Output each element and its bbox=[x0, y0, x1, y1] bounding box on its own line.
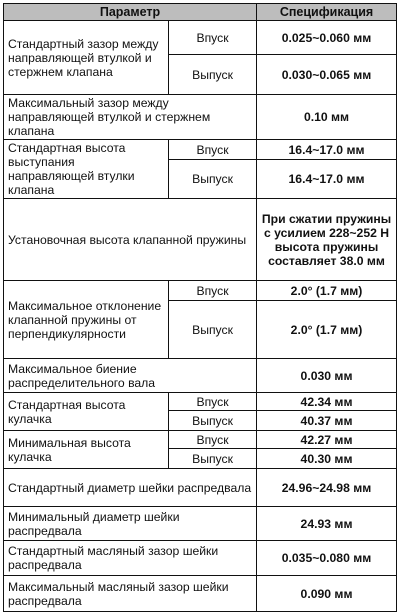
mode-cell: Выпуск bbox=[169, 55, 257, 95]
param-cell: Стандартный диаметр шейки распредвала bbox=[4, 469, 257, 507]
value-cell: 0.030~0.065 мм bbox=[257, 55, 397, 95]
value-cell: 24.96~24.98 мм bbox=[257, 469, 397, 507]
table-row bbox=[4, 21, 397, 55]
param-cell: Установочная высота клапанной пружины bbox=[4, 199, 257, 281]
table-row bbox=[4, 576, 397, 612]
value-cell: При сжатии пружины с усилием 228~252 Н высота пружины составляет 38.0 мм bbox=[257, 199, 397, 281]
value-cell: 42.27 мм bbox=[257, 431, 397, 449]
param-cell: Стандартный масляный зазор шейки распредвала bbox=[4, 541, 257, 576]
mode-cell: Впуск bbox=[169, 140, 257, 160]
mode-cell: Выпуск bbox=[169, 411, 257, 431]
param-cell: Максимальный масляный зазор шейки распредвала bbox=[4, 576, 257, 612]
mode-cell: Впуск bbox=[169, 393, 257, 411]
mode-cell: Выпуск bbox=[169, 449, 257, 469]
mode-cell: Впуск bbox=[169, 431, 257, 449]
param-cell: Стандартная высота кулачка bbox=[4, 393, 169, 431]
table-row bbox=[4, 507, 397, 541]
value-cell: 0.090 мм bbox=[257, 576, 397, 612]
mode-cell: Выпуск bbox=[169, 301, 257, 359]
header-param: Параметр bbox=[4, 4, 257, 21]
value-cell: 0.030 мм bbox=[257, 359, 397, 393]
param-cell: Максимальное отклонение клапанной пружины от перпендикулярности bbox=[4, 281, 169, 359]
mode-cell: Впуск bbox=[169, 281, 257, 301]
value-cell: 2.0° (1.7 мм) bbox=[257, 281, 397, 301]
value-cell: 42.34 мм bbox=[257, 393, 397, 411]
value-cell: 16.4~17.0 мм bbox=[257, 160, 397, 199]
param-cell: Минимальная высота кулачка bbox=[4, 431, 169, 469]
table-header-row bbox=[4, 4, 397, 21]
table-row bbox=[4, 281, 397, 301]
param-cell: Минимальный диаметр шейки распредвала bbox=[4, 507, 257, 541]
table-row bbox=[4, 541, 397, 576]
value-cell: 0.025~0.060 мм bbox=[257, 21, 397, 55]
value-cell: 0.10 мм bbox=[257, 95, 397, 140]
param-cell: Максимальное биение распределительного вала bbox=[4, 359, 257, 393]
table-row bbox=[4, 359, 397, 393]
value-cell: 16.4~17.0 мм bbox=[257, 140, 397, 160]
header-spec: Спецификация bbox=[257, 4, 397, 21]
value-cell: 40.30 мм bbox=[257, 449, 397, 469]
table-row bbox=[4, 140, 397, 160]
mode-cell: Выпуск bbox=[169, 160, 257, 199]
value-cell: 24.93 мм bbox=[257, 507, 397, 541]
value-cell: 2.0° (1.7 мм) bbox=[257, 301, 397, 359]
table-row bbox=[4, 393, 397, 411]
param-cell: Максимальный зазор между направляющей втулкой и стержнем клапана bbox=[4, 95, 257, 140]
spec-table bbox=[3, 3, 397, 612]
table-row bbox=[4, 95, 397, 140]
mode-cell: Впуск bbox=[169, 21, 257, 55]
table-row bbox=[4, 431, 397, 449]
value-cell: 0.035~0.080 мм bbox=[257, 541, 397, 576]
value-cell: 40.37 мм bbox=[257, 411, 397, 431]
param-cell: Стандартная высота выступания направляющей втулки клапана bbox=[4, 140, 169, 199]
table-row bbox=[4, 469, 397, 507]
param-cell: Стандартный зазор между направляющей втулкой и стержнем клапана bbox=[4, 21, 169, 95]
table-row bbox=[4, 199, 397, 281]
